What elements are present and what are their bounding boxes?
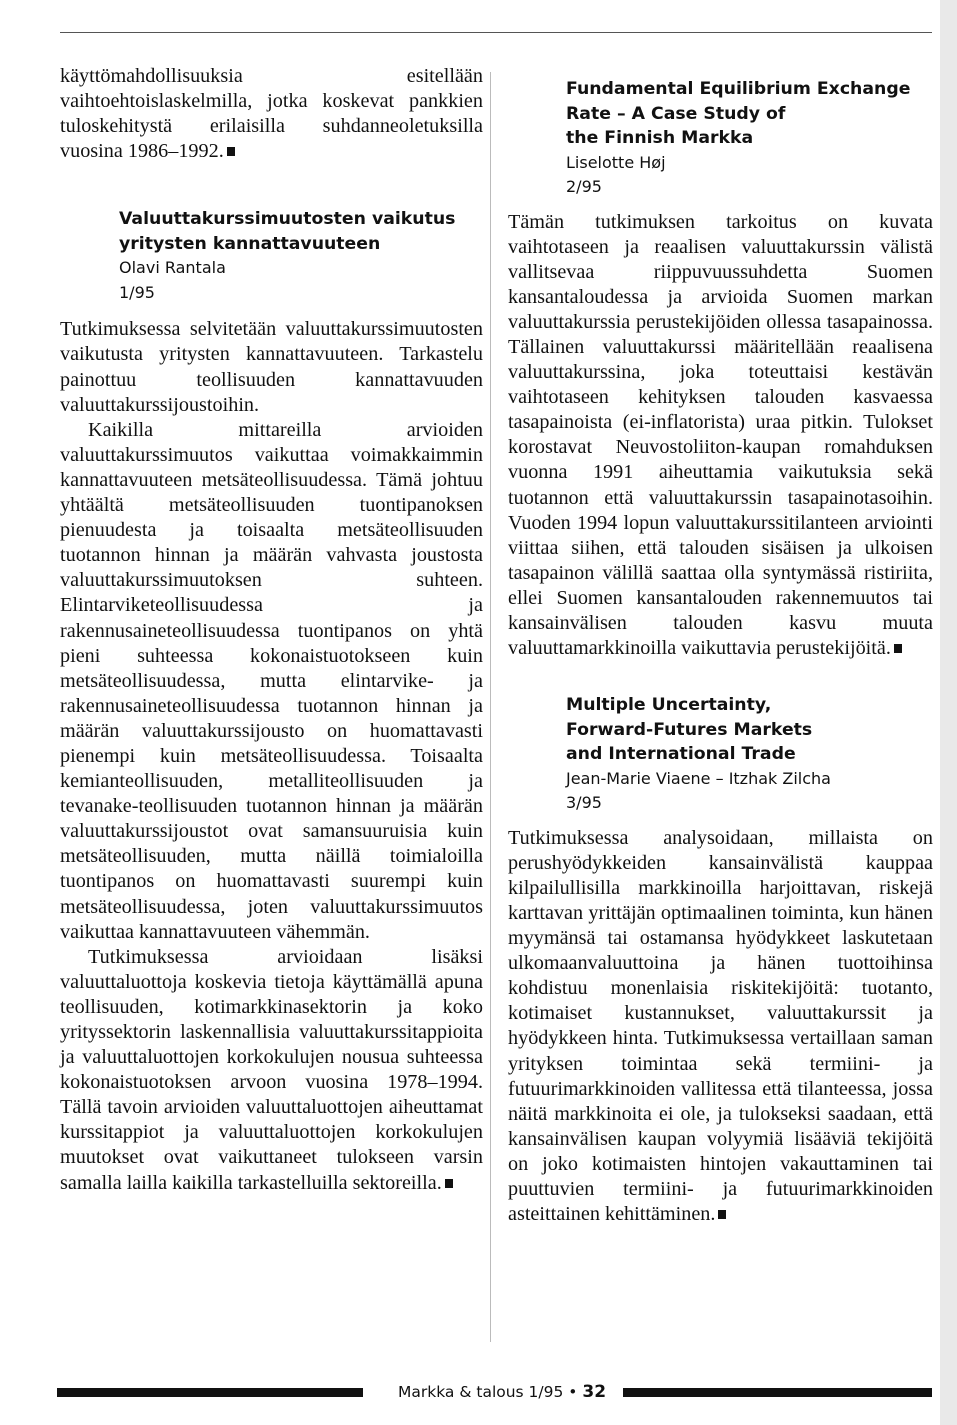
footer-bar-right bbox=[623, 1388, 932, 1397]
left-column bbox=[60, 64, 483, 1196]
article-heading bbox=[119, 207, 483, 305]
footer-text bbox=[398, 1378, 608, 1406]
article-title: Valuuttakurssimuutosten vaikutus yritysten kannattavuuteen bbox=[119, 209, 456, 254]
end-mark bbox=[445, 1179, 453, 1188]
article-title-line: and International Trade bbox=[566, 744, 796, 765]
article-author: Olavi Rantala bbox=[119, 258, 226, 278]
article-heading bbox=[566, 77, 933, 200]
article-paragraph bbox=[508, 826, 933, 1228]
publication-name: Markka & talous 1/95 bbox=[398, 1383, 564, 1401]
article-title-line: Multiple Uncertainty, bbox=[566, 695, 772, 716]
scan-edge bbox=[940, 0, 957, 1425]
article-title-line: Fundamental Equilibrium Exchange bbox=[566, 79, 911, 99]
article-paragraph-text: Tutkimuksessa arvioidaan lisäksi valuuttaluottoja koskevia tietoja käyttämällä apuna teollisuuden, kotimarkkinasektorin ja koko yrityssektorin laskennallisia valuuttakurssitappioita ja valuuttaluottojen korkokulujen nousua suhteessa kokonaistuotoksen arvoon vuosina 1978–1994. Tällä tavoin arvioiden valuuttaluottojen aiheuttamat kurssitappiot ja valuuttaluottojen korkokulujen muutokset ovat vaikuttaneet tulokseen varsin samalla lailla kaikilla tarkastelluilla sektoreilla. bbox=[60, 945, 483, 1194]
column-divider bbox=[490, 72, 491, 1342]
article-heading bbox=[566, 693, 933, 816]
top-rule bbox=[60, 32, 932, 33]
article-issue: 3/95 bbox=[566, 793, 602, 813]
page-number: 32 bbox=[582, 1382, 607, 1402]
article-title-line: Forward-Futures Markets bbox=[566, 719, 813, 740]
article-paragraph-text: Tutkimuksessa analysoidaan, millaista on perushyödykkeiden kansainvälistä kauppaa kilpailullisilla markkinoilla harjoittavan, riskejä karttavan yrittäjän optimaalinen toiminta, kun hänen myymänsä tai ostamansa hyödykkeet laskutetaan ulkomaanvaluuttoina ja hänen tuottoihinsa kohdistuu monenlaisia riskitekijöitä: tuotanto, kotimaiset kustannukset, valuuttakurssit ja hyödykkeen hinta. Tutkimuksessa vertaillaan saman yrityksen toimintaa sekä termiini- ja futuurimarkkinoiden vallitessa että tilanteessa, jossa näitä markkinoita ei ole, ja tulokseksi saadaan, että kansainvälisen kaupan volyymiä lisääviä tekijöitä on joko kotimaisten hintojen vakauttaminen tai puuttuvien termiini- ja futuurimarkkinoiden asteittainen kehittäminen. bbox=[508, 826, 933, 1226]
article-issue: 2/95 bbox=[566, 177, 602, 196]
footer-separator: • bbox=[563, 1383, 583, 1401]
end-mark bbox=[718, 1210, 726, 1219]
article-issue: 1/95 bbox=[119, 282, 155, 302]
article-title-line: the Finnish Markka bbox=[566, 128, 754, 148]
intro-paragraph-text: käyttömahdollisuuksia esitellään vaihtoehtoislaskelmilla, jotka koskevat pankkien tuloskehitystä erilaisilla suhdanneoletuksilla vuosina 1986–1992. bbox=[60, 65, 483, 163]
article-author: Liselotte Høj bbox=[566, 152, 666, 172]
intro-paragraph bbox=[60, 64, 483, 164]
article-paragraph: Tutkimuksessa selvitetään valuuttakurssimuutosten vaikutusta yritysten kannattavuuteen. Tarkastelu painottuu teollisuuden kannattavuuden valuuttakurssijoustoihin. bbox=[60, 318, 483, 416]
footer-bar-left bbox=[57, 1388, 363, 1397]
article-paragraph bbox=[60, 945, 483, 1196]
article-paragraph: Kaikilla mittareilla arvioiden valuuttakurssimuutos vaikuttaa voimakkaimmin kannattavuuteen metsäteollisuudessa. Tämä johtuu yhtäältä metsäteollisuuden tuontipanoksen pienuudesta ja toisaalta metsäteollisuuden tuotannon hinnan ja määrän vahvasta joustosta valuuttakurssimuutoksen suhteen. Elintarviketeollisuudessa ja rakennusaineteollisuudessa tuontipanos on yhtä pieni suhteessa kokonaistuotokseen kuin metsäteollisuudessa, mutta elintarvike- ja rakennusaineteollisuudessa tuotannon hinnan ja määrän valuuttakurssijousto on huomattavasti pienempi kuin metsäteollisuudessa. Toisaalta kemianteollisuuden, metalliteollisuuden ja tevanake-teollisuuden tuotannon hinnan ja määrän valuuttakurssijoustot ovat samansuuruisia kuin metsäteollisuuden, mutta näillä toimialoilla tuontipanos on huomattavasti suurempi kuin metsäteollisuudessa, joten valuuttakurssimuutos vaikuttaa kannattavuuteen vähemmän. bbox=[60, 418, 483, 943]
article-title-line: Rate – A Case Study of bbox=[566, 103, 786, 124]
right-column bbox=[508, 64, 933, 1227]
end-mark bbox=[227, 147, 235, 156]
page-footer bbox=[0, 1378, 957, 1408]
end-mark bbox=[894, 644, 902, 653]
article-paragraph bbox=[508, 210, 933, 662]
article-paragraph-text: Tämän tutkimuksen tarkoitus on kuvata vaihtotaseen ja reaalisen valuuttakurssin välistä vallitsevaa riippuvuussuhdetta Suomen kansantaloudessa ja arvioida Suomen markan valuuttakurssia perustekijöiden ollessa tasapainossa. Tällainen valuuttakurssi määritellään reaalisena valuuttakurssina, joka toteuttaisi kestävän vaihtotaseen kehityksen talouden kasvaessa tasapainoista (ei-inflatorista) uraa pitkin. Tulokset korostavat Neuvostoliiton-kaupan romahduksen vuonna 1991 aiheuttamia vaikutuksia sekä tuotannon että valuuttakurssin tasapainotasoihin. Vuoden 1994 lopun valuuttakurssitilanteen arviointi viittaa siihen, että talouden sisäisen ja ulkoisen tasapainon välillä saattaa olla syntymässä ristiriita, ellei Suomen kansantalouden rakennemuutos tai kansainvälisen talouden kasvu muuta valuuttamarkkinoilla vaikuttavia perustekijöitä. bbox=[508, 210, 933, 660]
article-author: Jean-Marie Viaene – Itzhak Zilcha bbox=[566, 768, 831, 788]
